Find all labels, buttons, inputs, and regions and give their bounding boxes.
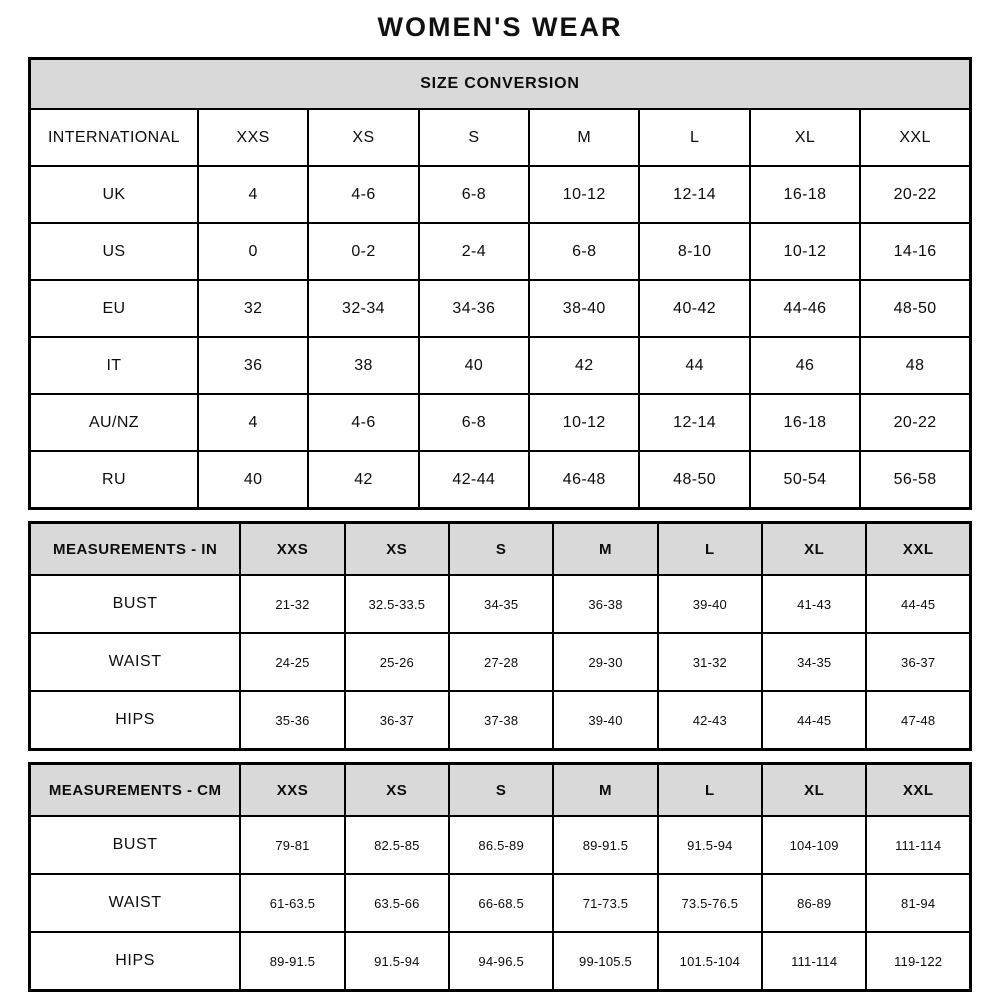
size-conversion-cell-eu-xs: 32-34	[308, 280, 418, 337]
measurements-in-cell-waist-xs: 25-26	[345, 633, 449, 691]
size-conversion-col-header-m: M	[529, 109, 639, 166]
size-conversion-col-header-l: L	[639, 109, 749, 166]
measurements-cm-cell-hips-s: 94-96.5	[449, 932, 553, 991]
measurements-cm-cell-waist-l: 73.5-76.5	[658, 874, 762, 932]
size-conversion-cell-us-xl: 10-12	[750, 223, 860, 280]
measurements-in-cell-bust-s: 34-35	[449, 575, 553, 633]
measurements-cm-cell-bust-m: 89-91.5	[553, 816, 657, 874]
size-conversion-row-label-us: US	[30, 223, 198, 280]
measurements-in-col-header-l: L	[658, 523, 762, 576]
size-conversion-cell-it-l: 44	[639, 337, 749, 394]
size-conversion-cell-ru-xs: 42	[308, 451, 418, 509]
measurements-in-row-label-bust: BUST	[30, 575, 241, 633]
size-conversion-cell-uk-xxs: 4	[198, 166, 308, 223]
size-conversion-cell-ru-m: 46-48	[529, 451, 639, 509]
measurements-in-col-header-xxl: XXL	[866, 523, 970, 576]
measurements-in-cell-hips-m: 39-40	[553, 691, 657, 750]
measurements-cm-cell-bust-xxs: 79-81	[240, 816, 344, 874]
measurements-cm-cell-bust-s: 86.5-89	[449, 816, 553, 874]
measurements-cm-table	[28, 762, 972, 992]
size-conversion-cell-eu-xxl: 48-50	[860, 280, 970, 337]
measurements-cm-cell-waist-xs: 63.5-66	[345, 874, 449, 932]
measurements-in-row-hips	[30, 691, 971, 750]
size-conversion-cell-au-nz-m: 10-12	[529, 394, 639, 451]
size-conversion-cell-us-xxs: 0	[198, 223, 308, 280]
size-conversion-col-header-international: INTERNATIONAL	[30, 109, 198, 166]
measurements-cm-row-bust	[30, 816, 971, 874]
measurements-cm-cell-hips-xxs: 89-91.5	[240, 932, 344, 991]
measurements-in-cell-bust-xxl: 44-45	[866, 575, 970, 633]
size-conversion-row-label-au-nz: AU/NZ	[30, 394, 198, 451]
size-conversion-cell-it-m: 42	[529, 337, 639, 394]
size-conversion-row-uk	[30, 166, 971, 223]
size-conversion-cell-it-s: 40	[419, 337, 529, 394]
size-conversion-banner: SIZE CONVERSION	[30, 59, 971, 110]
measurements-cm-cell-waist-xxl: 81-94	[866, 874, 970, 932]
measurements-in-row-label-hips: HIPS	[30, 691, 241, 750]
size-conversion-row-label-ru: RU	[30, 451, 198, 509]
measurements-cm-row-label-waist: WAIST	[30, 874, 241, 932]
size-conversion-cell-ru-l: 48-50	[639, 451, 749, 509]
measurements-in-col-header-xs: XS	[345, 523, 449, 576]
size-conversion-row-it	[30, 337, 971, 394]
size-conversion-cell-eu-l: 40-42	[639, 280, 749, 337]
measurements-in-cell-hips-xxs: 35-36	[240, 691, 344, 750]
size-conversion-row-label-eu: EU	[30, 280, 198, 337]
size-conversion-cell-au-nz-l: 12-14	[639, 394, 749, 451]
measurements-in-cell-bust-xs: 32.5-33.5	[345, 575, 449, 633]
measurements-cm-cell-bust-xxl: 111-114	[866, 816, 970, 874]
measurements-cm-row-label-hips: HIPS	[30, 932, 241, 991]
measurements-cm-cell-hips-l: 101.5-104	[658, 932, 762, 991]
measurements-cm-cell-waist-s: 66-68.5	[449, 874, 553, 932]
measurements-in-cell-hips-xs: 36-37	[345, 691, 449, 750]
size-conversion-cell-ru-xxs: 40	[198, 451, 308, 509]
measurements-in-cell-waist-xxs: 24-25	[240, 633, 344, 691]
size-conversion-cell-us-xs: 0-2	[308, 223, 418, 280]
measurements-cm-cell-waist-m: 71-73.5	[553, 874, 657, 932]
size-conversion-cell-au-nz-s: 6-8	[419, 394, 529, 451]
size-conversion-row-us	[30, 223, 971, 280]
measurements-in-cell-hips-xl: 44-45	[762, 691, 866, 750]
size-conversion-banner-row	[30, 59, 971, 110]
measurements-in-row-label-waist: WAIST	[30, 633, 241, 691]
size-conversion-cell-us-s: 2-4	[419, 223, 529, 280]
measurements-in-cell-hips-s: 37-38	[449, 691, 553, 750]
size-conversion-row-ru	[30, 451, 971, 509]
size-conversion-row-au-nz	[30, 394, 971, 451]
measurements-in-col-header-measurements-in: MEASUREMENTS - IN	[30, 523, 241, 576]
measurements-in-cell-bust-l: 39-40	[658, 575, 762, 633]
measurements-cm-cell-hips-m: 99-105.5	[553, 932, 657, 991]
measurements-in-header-row	[30, 523, 971, 576]
measurements-cm-col-header-xs: XS	[345, 764, 449, 817]
size-conversion-row-label-uk: UK	[30, 166, 198, 223]
measurements-cm-col-header-xxl: XXL	[866, 764, 970, 817]
size-conversion-row-eu	[30, 280, 971, 337]
size-conversion-cell-us-l: 8-10	[639, 223, 749, 280]
size-conversion-header-row	[30, 109, 971, 166]
measurements-in-cell-waist-l: 31-32	[658, 633, 762, 691]
measurements-cm-col-header-xl: XL	[762, 764, 866, 817]
measurements-cm-cell-waist-xxs: 61-63.5	[240, 874, 344, 932]
size-conversion-cell-ru-xl: 50-54	[750, 451, 860, 509]
size-conversion-cell-eu-m: 38-40	[529, 280, 639, 337]
measurements-cm-row-waist	[30, 874, 971, 932]
measurements-cm-cell-hips-xl: 111-114	[762, 932, 866, 991]
size-conversion-cell-uk-l: 12-14	[639, 166, 749, 223]
measurements-in-row-bust	[30, 575, 971, 633]
measurements-cm-cell-hips-xs: 91.5-94	[345, 932, 449, 991]
measurements-cm-col-header-xxs: XXS	[240, 764, 344, 817]
measurements-in-cell-bust-xl: 41-43	[762, 575, 866, 633]
measurements-in-cell-hips-l: 42-43	[658, 691, 762, 750]
measurements-cm-row-label-bust: BUST	[30, 816, 241, 874]
size-conversion-cell-uk-xs: 4-6	[308, 166, 418, 223]
page-title: WOMEN'S WEAR	[377, 12, 623, 42]
size-conversion-cell-au-nz-xl: 16-18	[750, 394, 860, 451]
measurements-cm-cell-bust-l: 91.5-94	[658, 816, 762, 874]
size-conversion-col-header-xxs: XXS	[198, 109, 308, 166]
measurements-in-col-header-xl: XL	[762, 523, 866, 576]
size-conversion-cell-us-m: 6-8	[529, 223, 639, 280]
size-conversion-cell-us-xxl: 14-16	[860, 223, 970, 280]
size-conversion-cell-uk-m: 10-12	[529, 166, 639, 223]
size-conversion-cell-eu-xxs: 32	[198, 280, 308, 337]
measurements-cm-col-header-s: S	[449, 764, 553, 817]
size-conversion-cell-au-nz-xxl: 20-22	[860, 394, 970, 451]
size-conversion-cell-it-xl: 46	[750, 337, 860, 394]
measurements-in-col-header-m: M	[553, 523, 657, 576]
measurements-in-cell-waist-xxl: 36-37	[866, 633, 970, 691]
measurements-cm-cell-waist-xl: 86-89	[762, 874, 866, 932]
measurements-in-row-waist	[30, 633, 971, 691]
measurements-cm-row-hips	[30, 932, 971, 991]
measurements-in-cell-hips-xxl: 47-48	[866, 691, 970, 750]
size-conversion-cell-ru-xxl: 56-58	[860, 451, 970, 509]
size-conversion-cell-au-nz-xxs: 4	[198, 394, 308, 451]
measurements-in-cell-bust-m: 36-38	[553, 575, 657, 633]
size-conversion-cell-uk-xl: 16-18	[750, 166, 860, 223]
size-conversion-cell-it-xs: 38	[308, 337, 418, 394]
measurements-in-cell-waist-xl: 34-35	[762, 633, 866, 691]
size-conversion-row-label-it: IT	[30, 337, 198, 394]
size-conversion-cell-ru-s: 42-44	[419, 451, 529, 509]
size-conversion-cell-uk-xxl: 20-22	[860, 166, 970, 223]
measurements-in-col-header-s: S	[449, 523, 553, 576]
measurements-cm-cell-hips-xxl: 119-122	[866, 932, 970, 991]
measurements-in-cell-bust-xxs: 21-32	[240, 575, 344, 633]
measurements-in-table	[28, 521, 972, 751]
size-conversion-col-header-xs: XS	[308, 109, 418, 166]
size-conversion-col-header-s: S	[419, 109, 529, 166]
measurements-cm-cell-bust-xs: 82.5-85	[345, 816, 449, 874]
measurements-in-col-header-xxs: XXS	[240, 523, 344, 576]
size-conversion-cell-it-xxs: 36	[198, 337, 308, 394]
measurements-in-cell-waist-s: 27-28	[449, 633, 553, 691]
measurements-in-cell-waist-m: 29-30	[553, 633, 657, 691]
size-conversion-cell-au-nz-xs: 4-6	[308, 394, 418, 451]
measurements-cm-col-header-m: M	[553, 764, 657, 817]
measurements-cm-col-header-l: L	[658, 764, 762, 817]
measurements-cm-header-row	[30, 764, 971, 817]
size-conversion-cell-uk-s: 6-8	[419, 166, 529, 223]
size-conversion-cell-eu-s: 34-36	[419, 280, 529, 337]
size-conversion-table	[28, 57, 972, 510]
size-conversion-cell-eu-xl: 44-46	[750, 280, 860, 337]
measurements-cm-cell-bust-xl: 104-109	[762, 816, 866, 874]
size-conversion-col-header-xxl: XXL	[860, 109, 970, 166]
measurements-cm-col-header-measurements-cm: MEASUREMENTS - CM	[30, 764, 241, 817]
size-conversion-cell-it-xxl: 48	[860, 337, 970, 394]
size-conversion-col-header-xl: XL	[750, 109, 860, 166]
